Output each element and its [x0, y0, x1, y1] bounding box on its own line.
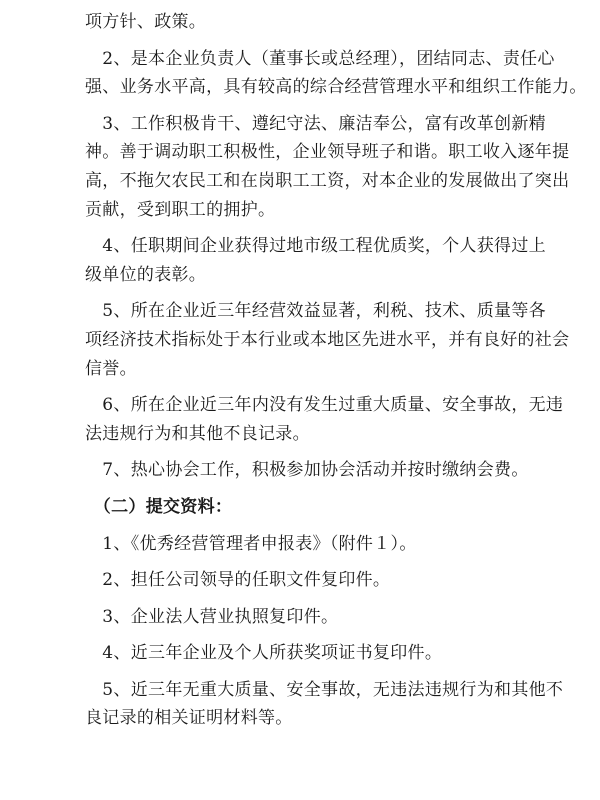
text-line: 贡献，受到职工的拥护。 — [85, 199, 276, 220]
paragraph-criterion-2 — [85, 45, 587, 102]
text-line: 信誉。 — [85, 358, 137, 379]
paragraph-criterion-3 — [85, 110, 570, 224]
paragraph-criterion-7 — [85, 456, 529, 485]
section-heading-submission — [85, 493, 525, 522]
text-line: 4、近三年企业及个人所获奖项证书复印件。 — [85, 643, 443, 664]
submission-item-3 — [85, 603, 525, 632]
text-line: 法违规行为和其他不良记录。 — [85, 423, 310, 444]
text-line: 高，不拖欠农民工和在岗职工工资，对本企业的发展做出了突出 — [85, 170, 570, 191]
submission-item-1 — [85, 530, 525, 559]
text-line: 5、所在企业近三年经营效益显著，利税、技术、质量等各 — [85, 301, 546, 322]
section-heading: （二）提交资料： — [85, 496, 233, 517]
text-line: 2、担任公司领导的任职文件复印件。 — [85, 570, 391, 591]
text-line: 2、是本企业负责人（董事长或总经理），团结同志、责任心 — [85, 48, 555, 69]
paragraph-policy-end — [85, 8, 525, 37]
text-line: 1、《优秀经营管理者申报表》（附件１）。 — [85, 533, 417, 554]
text-line: 项经济技术指标处于本行业或本地区先进水平，并有良好的社会 — [85, 329, 570, 350]
text-line: 项方针、政策。 — [85, 12, 207, 32]
submission-item-5 — [85, 676, 564, 733]
text-line: 3、企业法人营业执照复印件。 — [85, 606, 339, 627]
submission-item-2 — [85, 566, 525, 595]
text-line: 6、所在企业近三年内没有发生过重大质量、安全事故，无违 — [85, 395, 564, 416]
paragraph-criterion-5 — [85, 297, 570, 383]
text-line: 良记录的相关证明材料等。 — [85, 708, 293, 729]
text-line: 7、热心协会工作，积极参加协会活动并按时缴纳会费。 — [85, 460, 529, 481]
text-line: 神。善于调动职工积极性，企业领导班子和谐。职工收入逐年提 — [85, 142, 570, 163]
submission-item-4 — [85, 639, 525, 668]
text-line: 4、任职期间企业获得过地市级工程优质奖，个人获得过上 — [85, 236, 546, 257]
text-line: 强、业务水平高，具有较高的综合经营管理水平和组织工作能力。 — [85, 77, 587, 98]
text-line: 5、近三年无重大质量、安全事故，无违法违规行为和其他不 — [85, 679, 564, 700]
document-page — [85, 8, 587, 733]
paragraph-criterion-4 — [85, 232, 546, 289]
paragraph-criterion-6 — [85, 391, 564, 448]
text-line: 3、工作积极肯干、遵纪守法、廉洁奉公，富有改革创新精 — [85, 113, 546, 134]
text-line: 级单位的表彰。 — [85, 264, 207, 285]
